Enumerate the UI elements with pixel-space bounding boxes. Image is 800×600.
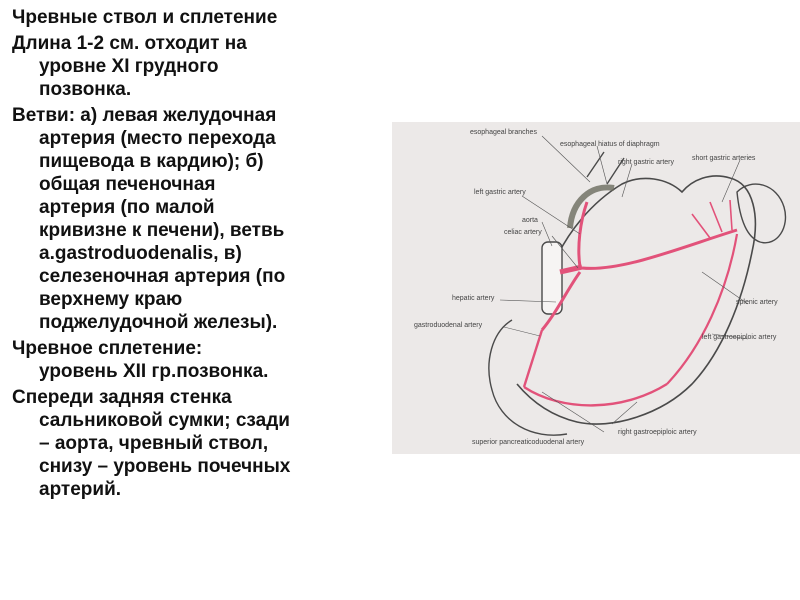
- branches-line-10: поджелудочной железы).: [39, 312, 278, 333]
- branches-line-8: селезеночная артерия (по: [39, 266, 286, 287]
- relations-line-5: артерий.: [39, 479, 122, 500]
- diagram-svg: [392, 122, 800, 454]
- label-hepatic-artery: hepatic artery: [452, 295, 495, 302]
- text-column: [12, 6, 394, 501]
- relations-line-1: Спереди задняя стенка: [12, 387, 232, 408]
- left-gastroepiploic-artery-line: [667, 234, 737, 384]
- celiac-trunk-diagram: [392, 122, 800, 454]
- label-left-gastroepiploic-artery: left gastroepiploic artery: [702, 334, 777, 341]
- branches-line-9: верхнему краю: [39, 289, 183, 310]
- label-esophageal-hiatus: esophageal hiatus of diaphragm: [560, 141, 660, 148]
- splenic-artery-line: [582, 230, 737, 268]
- branches-line-4: общая печеночная: [39, 174, 216, 195]
- relations-line-2: сальниковой сумки; сзади: [39, 410, 290, 431]
- length-line-3: позвонка.: [39, 79, 132, 100]
- left-gastric-artery-line: [579, 202, 587, 267]
- relations-line-4: снизу – уровень почечных: [39, 456, 291, 477]
- label-right-gastroepiploic-artery: right gastroepiploic artery: [618, 429, 697, 436]
- branches-line-2: артерия (место перехода: [39, 128, 276, 149]
- branches-line-7: a.gastroduodenalis, в): [39, 243, 242, 264]
- label-celiac-artery: celiac artery: [504, 229, 542, 236]
- label-left-gastric-artery: left gastric artery: [474, 189, 526, 196]
- label-superior-pancreaticoduodenal-artery: superior pancreaticoduodenal artery: [472, 439, 585, 446]
- label-aorta: aorta: [522, 217, 538, 224]
- label-short-gastric-arteries: short gastric arteries: [692, 155, 756, 162]
- label-right-gastric-artery: right gastric artery: [618, 159, 675, 166]
- length-line-1: Длина 1-2 см. отходит на: [12, 33, 247, 54]
- slide-title: Чревные ствол и сплетение: [12, 7, 278, 28]
- plexus-line-2: уровень XII гр.позвонка.: [39, 361, 269, 382]
- relations-line-3: – аорта, чревный ствол,: [39, 433, 269, 454]
- branches-line-1: Ветви: а) левая желудочная: [12, 105, 277, 126]
- branches-line-3: пищевода в кардию); б): [39, 151, 264, 172]
- label-gastroduodenal-artery: gastroduodenal artery: [414, 322, 483, 329]
- leader-lines: [500, 136, 748, 432]
- length-line-2: уровне XI грудного: [39, 56, 219, 77]
- label-splenic-artery: splenic artery: [736, 299, 778, 306]
- branches-line-6: кривизне к печени), ветвь: [39, 220, 285, 241]
- right-gastroepiploic-artery-line: [524, 384, 667, 405]
- plexus-line-1: Чревное сплетение:: [12, 338, 203, 359]
- branches-line-5: артерия (по малой: [39, 197, 215, 218]
- label-esophageal-branches: esophageal branches: [470, 129, 537, 136]
- spleen-outline: [737, 184, 785, 243]
- gastroduodenal-artery-line: [524, 330, 542, 387]
